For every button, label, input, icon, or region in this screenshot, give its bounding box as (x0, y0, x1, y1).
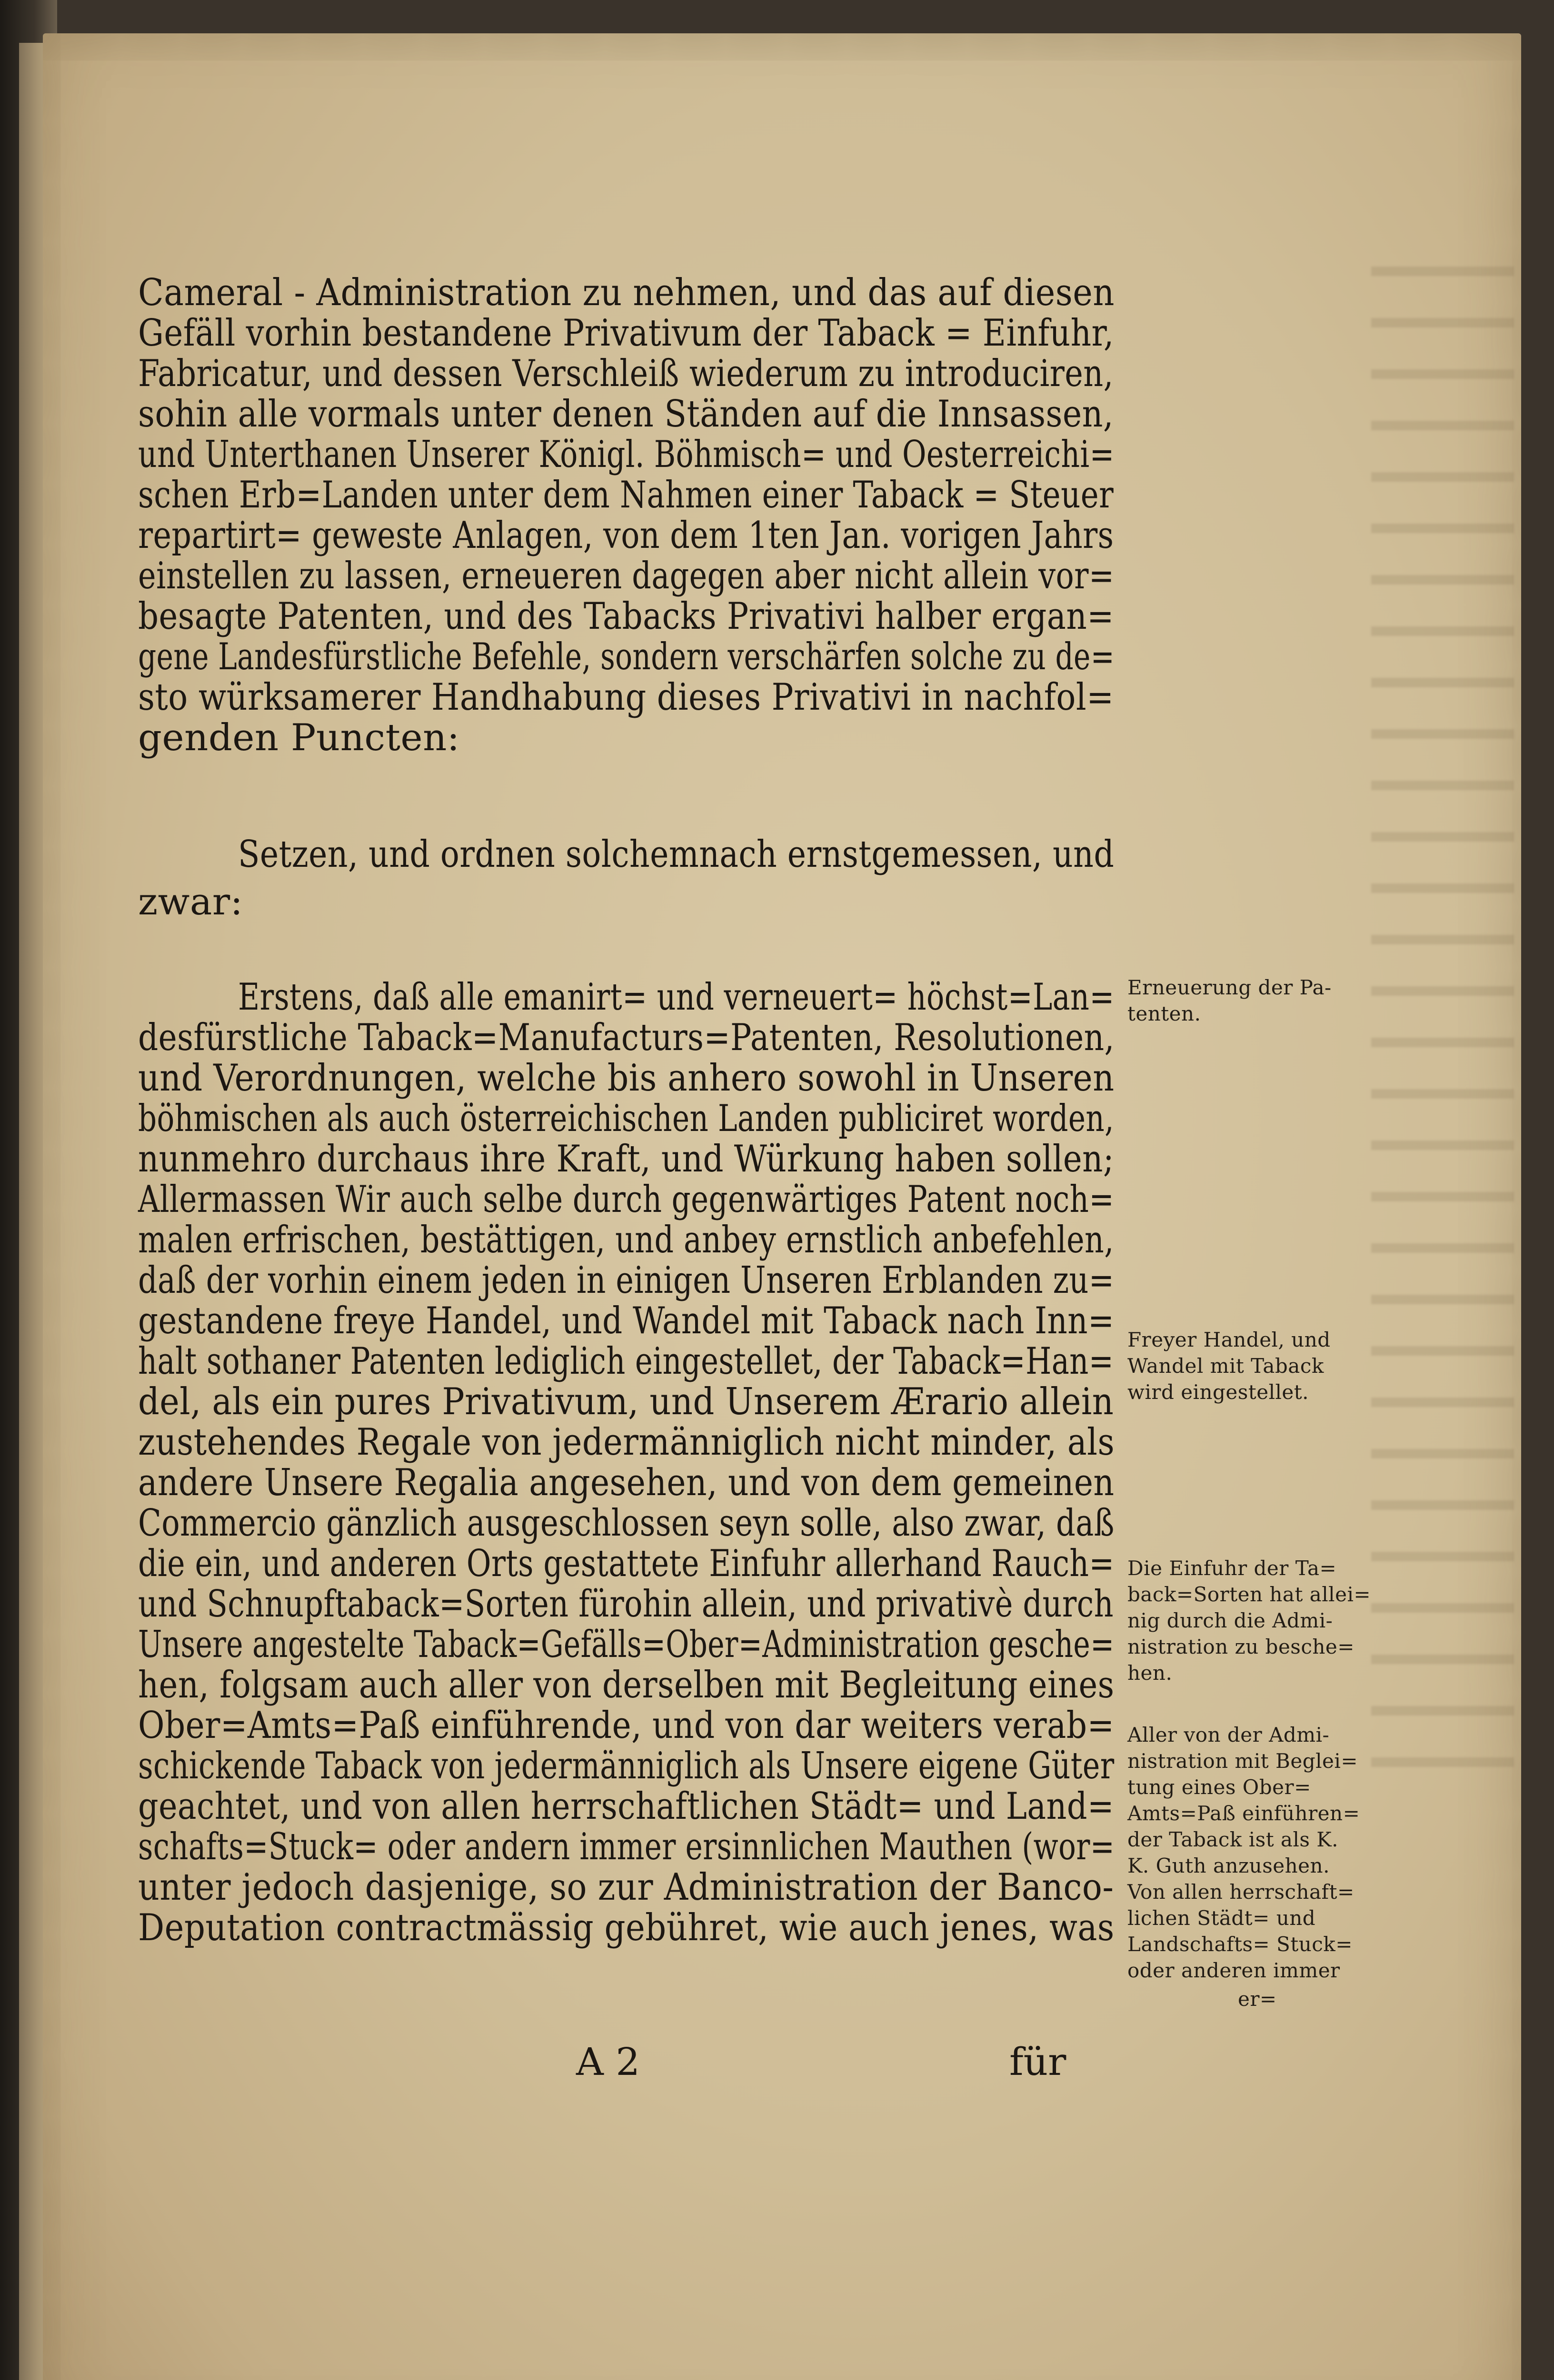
marginal-note-line: tung eines Ober= (1127, 1775, 1311, 1799)
marginal-note-line: oder anderen immer (1127, 1959, 1340, 1982)
marginal-note-line: Amts=Paß einführen= (1127, 1802, 1360, 1825)
marginal-note-line: Landschafts= Stuck= (1127, 1933, 1353, 1956)
body-line: zwar: (138, 881, 243, 923)
body-line: Fabricatur, und dessen Verschleiß wiederum zu introduciren, (138, 352, 1114, 395)
marginal-note-line: tenten. (1127, 1002, 1201, 1025)
body-line: besagte Patenten, und des Tabacks Privativi halber ergan= (138, 595, 1114, 638)
body-line: Setzen, und ordnen solchemnach ernstgemessen, und (238, 833, 1115, 876)
body-line: schen Erb=Landen unter dem Nahmen einer Taback = Steuer (138, 474, 1114, 516)
body-line: del, als ein pures Privativum, und Unserem Ærario allein (138, 1380, 1114, 1423)
body-line: gestandene freye Handel, und Wandel mit Taback nach Inn= (138, 1299, 1115, 1342)
marginal-note-line: back=Sorten hat allei= (1127, 1583, 1371, 1606)
bleed-through-texture (1371, 248, 1514, 1771)
body-line: sto würksamerer Handhabung dieses Privativi in nachfol= (138, 676, 1114, 719)
body-line: andere Unsere Regalia angesehen, und von dem gemeinen (138, 1461, 1115, 1504)
body-line: daß der vorhin einem jeden in einigen Unseren Erblanden zu= (138, 1259, 1115, 1302)
body-line: desfürstliche Taback=Manufacturs=Patenten, Resolutionen, (138, 1016, 1115, 1059)
marginal-note-line: lichen Städt= und (1127, 1906, 1316, 1930)
body-line: sohin alle vormals unter denen Ständen auf die Innsassen, (138, 393, 1114, 436)
body-line: Ober=Amts=Paß einführende, und von dar weiters verab= (138, 1704, 1115, 1747)
body-line: schickende Taback von jedermänniglich als Unsere eigene Güter (138, 1745, 1115, 1787)
body-line: Commercio gänzlich ausgeschlossen seyn solle, also zwar, daß (138, 1502, 1115, 1545)
marginal-note-line: er= (1238, 1987, 1277, 2011)
body-line: Allermassen Wir auch selbe durch gegenwärtiges Patent noch= (138, 1178, 1115, 1221)
body-line: Unsere angestelte Taback=Gefälls=Ober=Administration gesche= (138, 1623, 1115, 1666)
signature-mark: A 2 (576, 2040, 640, 2084)
body-line: unter jedoch dasjenige, so zur Administration der Banco- (138, 1866, 1114, 1909)
marginal-note-line: der Taback ist als K. (1127, 1828, 1339, 1851)
body-line: repartirt= geweste Anlagen, von dem 1ten Jan. vorigen Jahrs (138, 514, 1114, 557)
body-line: halt sothaner Patenten lediglich eingestellet, der Taback=Han= (138, 1340, 1114, 1383)
marginal-note-line: K. Guth anzusehen. (1127, 1854, 1330, 1877)
body-line: einstellen zu lassen, erneueren dagegen aber nicht allein vor= (138, 555, 1115, 597)
marginal-note-line: Freyer Handel, und (1127, 1328, 1331, 1351)
body-line: Erstens, daß alle emanirt= und verneuert= höchst=Lan= (238, 976, 1115, 1019)
marginal-note-line: hen. (1127, 1661, 1173, 1685)
body-line: zustehendes Regale von jedermänniglich nicht minder, als (138, 1421, 1115, 1464)
body-line: Gefäll vorhin bestandene Privativum der Taback = Einfuhr, (138, 312, 1114, 355)
body-line: die ein, und anderen Orts gestattete Einfuhr allerhand Rauch= (138, 1542, 1115, 1585)
body-line: malen erfrischen, bestättigen, und anbey ernstlich anbefehlen, (138, 1219, 1114, 1261)
body-line: geachtet, und von allen herrschaftlichen Städt= und Land= (138, 1785, 1115, 1828)
body-line: und Verordnungen, welche bis anhero sowohl in Unseren (138, 1057, 1115, 1100)
marginal-note-line: nistration zu besche= (1127, 1635, 1355, 1658)
body-line: böhmischen als auch österreichischen Landen publiciret worden, (138, 1097, 1114, 1140)
catchword: für (1009, 2040, 1066, 2084)
body-line: nunmehro durchaus ihre Kraft, und Würkung haben sollen; (138, 1138, 1114, 1180)
body-line: hen, folgsam auch aller von derselben mit Begleitung eines (138, 1664, 1115, 1706)
marginal-note-line: Aller von der Admi- (1127, 1723, 1330, 1746)
body-line: genden Puncten: (138, 716, 460, 759)
marginal-note-line: Erneuerung der Pa- (1127, 976, 1332, 999)
body-line: und Schnupftaback=Sorten fürohin allein, und privativè durch (138, 1583, 1114, 1626)
body-line: schafts=Stuck= oder andern immer ersinnlichen Mauthen (wor= (138, 1825, 1115, 1868)
marginal-note-line: Die Einfuhr der Ta= (1127, 1557, 1337, 1580)
marginal-note-line: nistration mit Beglei= (1127, 1749, 1358, 1773)
body-line: gene Landesfürstliche Befehle, sondern verschärfen solche zu de= (138, 635, 1115, 678)
body-line: Cameral - Administration zu nehmen, und das auf diesen (138, 271, 1115, 314)
body-line: Deputation contractmässig gebühret, wie auch jenes, was (138, 1906, 1115, 1949)
body-line: und Unterthanen Unserer Königl. Böhmisch= und Oesterreichi= (138, 433, 1115, 476)
marginal-note-line: Von allen herrschaft= (1127, 1880, 1355, 1904)
marginal-note-line: nig durch die Admi- (1127, 1609, 1333, 1632)
marginal-note-line: Wandel mit Taback (1127, 1354, 1324, 1378)
marginal-note-line: wird eingestellet. (1127, 1380, 1309, 1404)
